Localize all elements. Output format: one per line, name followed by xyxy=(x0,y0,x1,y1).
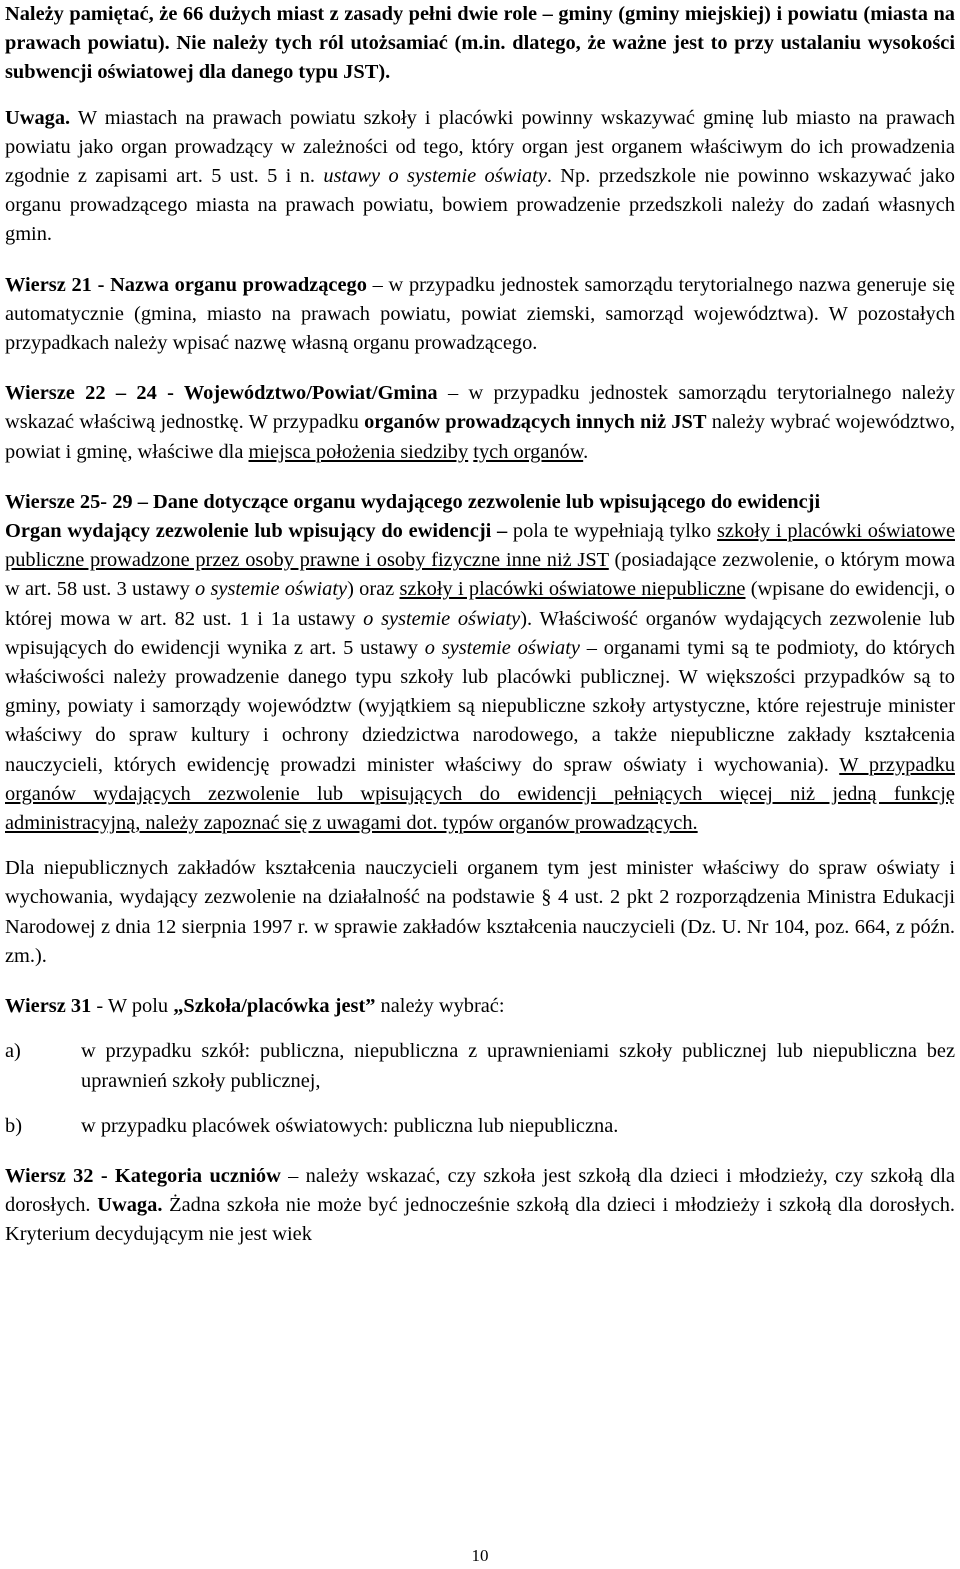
cities-roles-text: Należy pamiętać, że 66 dużych miast z zasady pełni dwie role – gminy (gminy miejskiej) i powiatu (miasta na prawach powiatu). Nie należy tych ról utożsamiać (m.in. dlatego, że ważne jest to przy ustalaniu wysokości subwencji oświatowej dla danego typu JST). xyxy=(5,3,955,84)
organ-wydajacy-heading: Organ wydający zezwolenie lub wpisujący do ewidencji – xyxy=(5,520,508,543)
paragraph-wiersze-25-29-heading xyxy=(5,488,955,517)
wiersze-22-24-text-2: należy wybrać województwo, powiat i gminę, właściwe dla xyxy=(5,411,955,463)
wiersze-22-24-heading: Wiersze 22 – 24 - Województwo/Powiat/Gmina xyxy=(5,382,438,405)
uwaga-text-1: W miastach na prawach powiatu szkoły i placówki powinny wskazywać gminę lub miasto na prawach powiatu jako organ prowadzący w zależności od tego, który organ jest organem właściwym do ich prowadzenia zgodnie z zapisami art. 5 ust. 5 i n. xyxy=(5,106,955,188)
uwaga-text-2: . Np. przedszkole nie powinno wskazywać jako organu prowadzącego miasta na prawach powiatu, bowiem prowadzenie przedszkoli należy do zadań własnych gmin. xyxy=(5,165,955,246)
paragraph-cities-roles xyxy=(5,0,955,88)
wiersz-21-text: – w przypadku jednostek samorządu terytorialnego nazwa generuje się automatycznie (gmina, miasto na prawach powiatu, powiat ziemski, samorząd województwa). W pozostałych przypadkach należy wpisać nazwę własną organu prowadzącego. xyxy=(5,273,955,355)
organ-text-6: – organami tymi są te podmioty, do których właściwości należy prowadzenie danego typu szkoły lub placówki publicznej. W większości przypadków są to gminy, powiaty i samorządy województw (wyjątkiem są niepubliczne szkoły artystyczne, które rejestruje minister właściwy do spraw kultury i ochrony dziedzictwa narodowego, a także niepubliczne zakłady kształcenia nauczycieli, których ewidencję prowadzi minister właściwy do spraw oświaty i wychowania). xyxy=(5,636,955,776)
list-item xyxy=(5,1037,955,1095)
paragraph-wiersz-21 xyxy=(5,271,955,359)
organ-italic-3: o systemie oświaty xyxy=(424,636,580,659)
paragraph-wiersze-22-24 xyxy=(5,379,955,467)
list-item xyxy=(5,1112,955,1141)
wiersze-22-24-text-1: – w przypadku jednostek samorządu terytorialnego należy wskazać właściwą jednostkę. W przypadku xyxy=(5,382,955,434)
wiersze-25-29-heading: Wiersze 25- 29 – Dane dotyczące organu wydającego zezwolenie lub wpisującego do ewidencji xyxy=(5,490,821,513)
organ-underline-1: szkoły i placówki oświatowe publiczne prowadzone przez osoby prawne i osoby fizyczne inne niż JST xyxy=(5,520,955,572)
paragraph-wiersz-31 xyxy=(5,992,955,1021)
document-page xyxy=(5,0,955,1250)
paragraph-niepubliczne-zaklady xyxy=(5,854,955,971)
list-item-text: w przypadku szkół: publiczna, niepubliczna z uprawnieniami szkoły publicznej lub niepubliczna bez uprawnień szkoły publicznej, xyxy=(81,1040,955,1092)
wiersz-31-field-name: „Szkoła/placówka jest” xyxy=(173,995,376,1018)
uwaga-italic-act: ustawy o systemie oświaty xyxy=(323,165,547,188)
wiersz-32-uwaga: Uwaga. xyxy=(97,1194,163,1217)
organ-underline-2: szkoły i placówki oświatowe niepubliczne xyxy=(399,578,746,601)
organ-underline-3: W przypadku organów wydających zezwolenie lub wpisujących do ewidencji pełniących więcej niż jedną funkcję administracyjną, należy zapoznać się z uwagami dot. typów organów prowadzących. xyxy=(5,753,955,835)
organ-italic-2: o systemie oświaty xyxy=(363,607,521,630)
organ-text-1: pola te wypełniają tylko xyxy=(507,520,717,543)
paragraph-uwaga xyxy=(5,104,955,250)
wiersz-31-text-2: należy wybrać: xyxy=(375,995,505,1018)
organ-text-3: ) oraz xyxy=(347,578,400,601)
organ-text-5: ). Właściwość organów wydających zezwolenie lub wpisujących do ewidencji wynika z art. 5 ustawy xyxy=(5,607,956,659)
wiersz-21-heading: Wiersz 21 - Nazwa organu prowadzącego xyxy=(5,273,367,296)
wiersze-22-24-text-4: . xyxy=(583,440,589,463)
wiersz-31-heading: Wiersz 31 xyxy=(5,995,92,1018)
niepubliczne-zaklady-text: Dla niepublicznych zakładów kształcenia nauczycieli organem tym jest minister właściwy do spraw oświaty i wychowania, wydający zezwolenie na działalność na podstawie § 4 ust. 2 pkt 2 rozporządzenia Ministra Edukacji Narodowej z dnia 12 sierpnia 1997 r. w sprawie zakładów kształcenia nauczycieli (Dz. U. Nr 104, poz. 664, z późn. zm.). xyxy=(5,857,955,967)
wiersze-22-24-underline-1: miejsca położenia siedziby xyxy=(248,440,469,463)
paragraph-organ-wydajacy xyxy=(5,517,955,838)
wiersz-32-text-2: Żadna szkoła nie może być jednocześnie szkołą dla dzieci i młodzieży i szkołą dla dorosłych. Kryterium decydującym nie jest wiek xyxy=(5,1194,956,1246)
wiersze-22-24-underline-2: tych organów xyxy=(473,440,584,463)
organ-italic-1: o systemie oświaty xyxy=(195,578,348,601)
wiersz-31-text-1: - W polu xyxy=(91,995,174,1018)
list-marker: b) xyxy=(5,1114,22,1137)
uwaga-label: Uwaga. xyxy=(5,106,71,129)
page-number: 10 xyxy=(471,1546,489,1565)
wiersz-32-text-1: – należy wskazać, czy szkoła jest szkołą dla dzieci i młodzieży, czy szkołą dla dorosłych. xyxy=(5,1164,955,1217)
list-item-text: w przypadku placówek oświatowych: publiczna lub niepubliczna. xyxy=(81,1114,619,1137)
organ-text-2: (posiadające zezwolenie, o którym mowa w art. 58 ust. 3 ustawy xyxy=(5,549,955,601)
list-marker: a) xyxy=(5,1040,21,1063)
paragraph-wiersz-32 xyxy=(5,1162,955,1250)
wiersze-22-24-bold: organów prowadzących innych niż JST xyxy=(364,411,707,434)
wiersz-32-heading: Wiersz 32 - Kategoria uczniów xyxy=(5,1164,281,1187)
organ-text-4: (wpisane do ewidencji, o której mowa w art. 82 ust. 1 i 1a ustawy xyxy=(5,578,956,630)
